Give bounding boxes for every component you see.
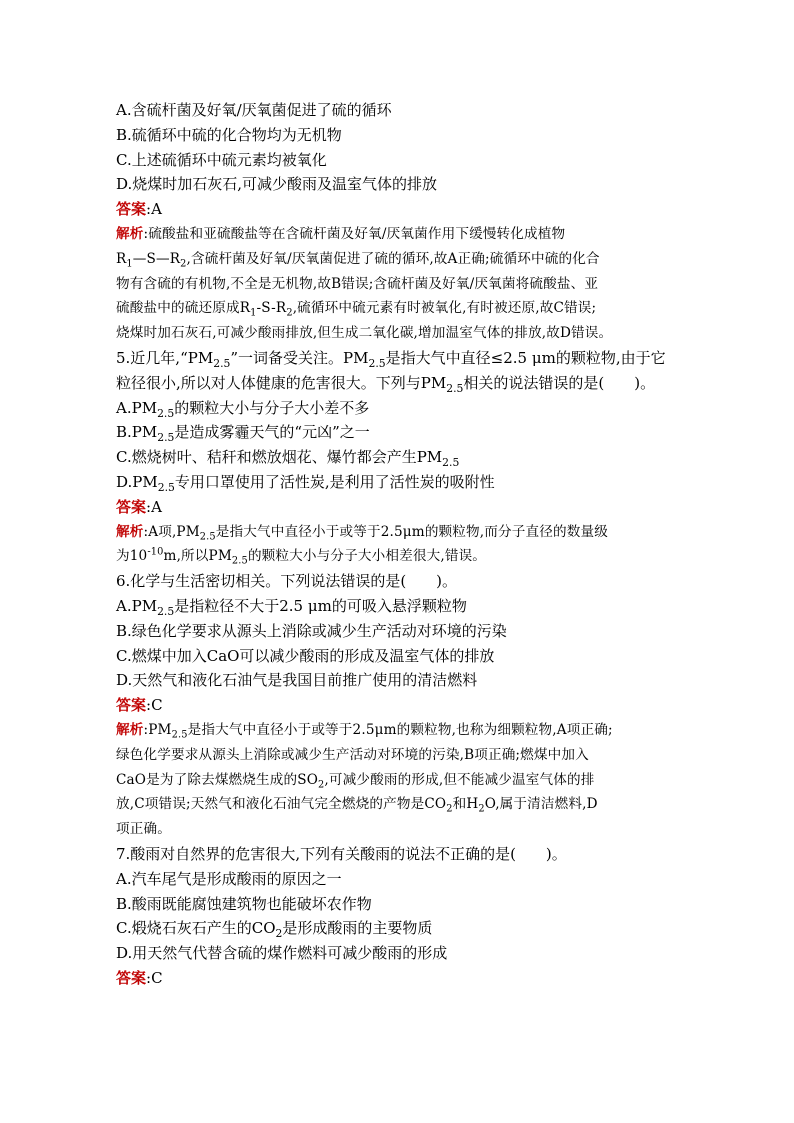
q5-explanation xyxy=(116,520,688,570)
q5-explain-line-2: 为$10^{-10}m$,所以$PM_{2.5}$的颗粒大小与分子大小相差很大,错误。 xyxy=(116,546,487,568)
q5-option-b: $B.PM_{2.5}$是造成雾霾天气的“元凶”之一 xyxy=(116,423,370,445)
q4-option-b: B.硫循环中硫的化合物均为无机物 xyxy=(116,125,342,144)
explain-text: :A项$,PM_{2.5}$是指大气中直径小于或等于2.5μm的颗粒物,而分子直径的数量级 xyxy=(143,523,608,543)
q5-stem-line-1: 5.近几年$,“PM_{2.5}$”一词备受关注。$PM_{2.5}$是指大气中直径≤2.5 μm的颗粒物,由于它 xyxy=(116,348,666,370)
q6-stem: 6.化学与生活密切相关。下列说法错误的是( )。 xyxy=(116,572,458,591)
answer-label: 答案 xyxy=(116,200,147,219)
q6-explanation xyxy=(116,718,688,842)
q4-option-a: A.含硫杆菌及好氧/厌氧菌促进了硫的循环 xyxy=(116,101,392,119)
answer-label: 答案 xyxy=(116,968,147,987)
answer-value: :A xyxy=(146,497,162,516)
q5-stem-line-2: 粒径很小,所以对人体健康的危害很大。下列与$PM_{2.5}$相关的说法错误的是( )。 xyxy=(116,373,656,395)
q4-explain-line-2: $R_1—S—R_2$,含硫杆菌及好氧/厌氧菌促进了硫的循环,故A正确;硫循环中硫的化合 xyxy=(116,250,600,270)
q4-option-d: D.烧煤时加石灰石,可减少酸雨及温室气体的排放 xyxy=(116,175,438,194)
q4-explanation xyxy=(116,222,688,346)
q6-option-a: $A.PM_{2.5}$是指粒径不大于2.5 μm的可吸入悬浮颗粒物 xyxy=(116,596,467,618)
answer-value: :A xyxy=(146,200,162,219)
q6-answer xyxy=(116,693,688,718)
q4-explain-line-5: 烧煤时加石灰石,可减少酸雨排放,但生成二氧化碳,增加温室气体的排放,故D错误。 xyxy=(116,325,613,342)
answer-label: 答案 xyxy=(116,497,147,516)
q4-option-c: C.上述硫循环中硫元素均被氧化 xyxy=(116,150,327,169)
explain-label: 解析 xyxy=(116,523,144,540)
explain-label: 解析 xyxy=(116,721,144,738)
q6-explain-line-2: 绿色化学要求从源头上消除或减少生产活动对环境的污染,B项正确;燃煤中加入 xyxy=(116,746,589,763)
q6-explain-line-5: 项正确。 xyxy=(116,821,171,838)
q5-option-c: C.燃烧树叶、秸秆和燃放烟花、爆竹都会产生$PM_{2.5}$ xyxy=(116,448,460,470)
q6-explain-line-3: CaO是为了除去煤燃烧生成的$SO_2$,可减少酸雨的形成,但不能减少温室气体的排 xyxy=(116,771,595,791)
q5-option-a: $A.PM_{2.5}$的颗粒大小与分子大小差不多 xyxy=(116,398,370,420)
q6-option-b: B.绿色化学要求从源头上消除或减少生产活动对环境的污染 xyxy=(116,621,507,640)
q4-explain-line-3: 物有含硫的有机物,不全是无机物,故B错误;含硫杆菌及好氧/厌氧菌将硫酸盐、亚 xyxy=(116,275,599,292)
answer-label: 答案 xyxy=(116,696,147,715)
q7-option-a: A.汽车尾气是形成酸雨的原因之一 xyxy=(116,869,342,888)
answer-value: :C xyxy=(146,968,163,987)
q4-explain-line-4: 硫酸盐中的硫还原成$R_1-S-R_2$,硫循环中硫元素有时被氧化,有时被还原,故C错误; xyxy=(116,300,597,320)
q5-option-d: $D.PM_{2.5}$专用口罩使用了活性炭,是利用了活性炭的吸附性 xyxy=(116,472,495,494)
answer-value: :C xyxy=(146,696,163,715)
explain-text: $:PM_{2.5}$是指大气中直径小于或等于2.5μm的颗粒物,也称为细颗粒物,A项正确; xyxy=(143,721,613,741)
q4-answer xyxy=(116,197,688,222)
q5-explain-line-1 xyxy=(116,520,688,545)
q6-explain-line-4: 放,C项错误;天然气和液化石油气完全燃烧的产物是$CO_2$和$H_2O$,属于清洁燃料,D xyxy=(116,796,598,816)
explain-label: 解析 xyxy=(116,225,144,242)
q5-answer xyxy=(116,495,688,520)
q7-option-c: C.煅烧石灰石产生的$CO_2$是形成酸雨的主要物质 xyxy=(116,919,433,941)
q6-explain-line-1 xyxy=(116,718,688,743)
q4-explain-line-1 xyxy=(116,222,688,247)
q6-option-d: D.天然气和液化石油气是我国目前推广使用的清洁燃料 xyxy=(116,671,478,690)
q7-option-b: B.酸雨既能腐蚀建筑物也能破坏农作物 xyxy=(116,894,372,913)
page-content xyxy=(116,98,688,991)
q7-answer xyxy=(116,966,688,991)
explain-text: :硫酸盐和亚硫酸盐等在含硫杆菌及好氧/厌氧菌作用下缓慢转化成植物 xyxy=(143,225,566,242)
q6-option-c: C.燃煤中加入CaO可以减少酸雨的形成及温室气体的排放 xyxy=(116,646,495,665)
q7-stem: 7.酸雨对自然界的危害很大,下列有关酸雨的说法不正确的是( )。 xyxy=(116,844,567,863)
q7-option-d: D.用天然气代替含硫的煤作燃料可减少酸雨的形成 xyxy=(116,944,448,963)
